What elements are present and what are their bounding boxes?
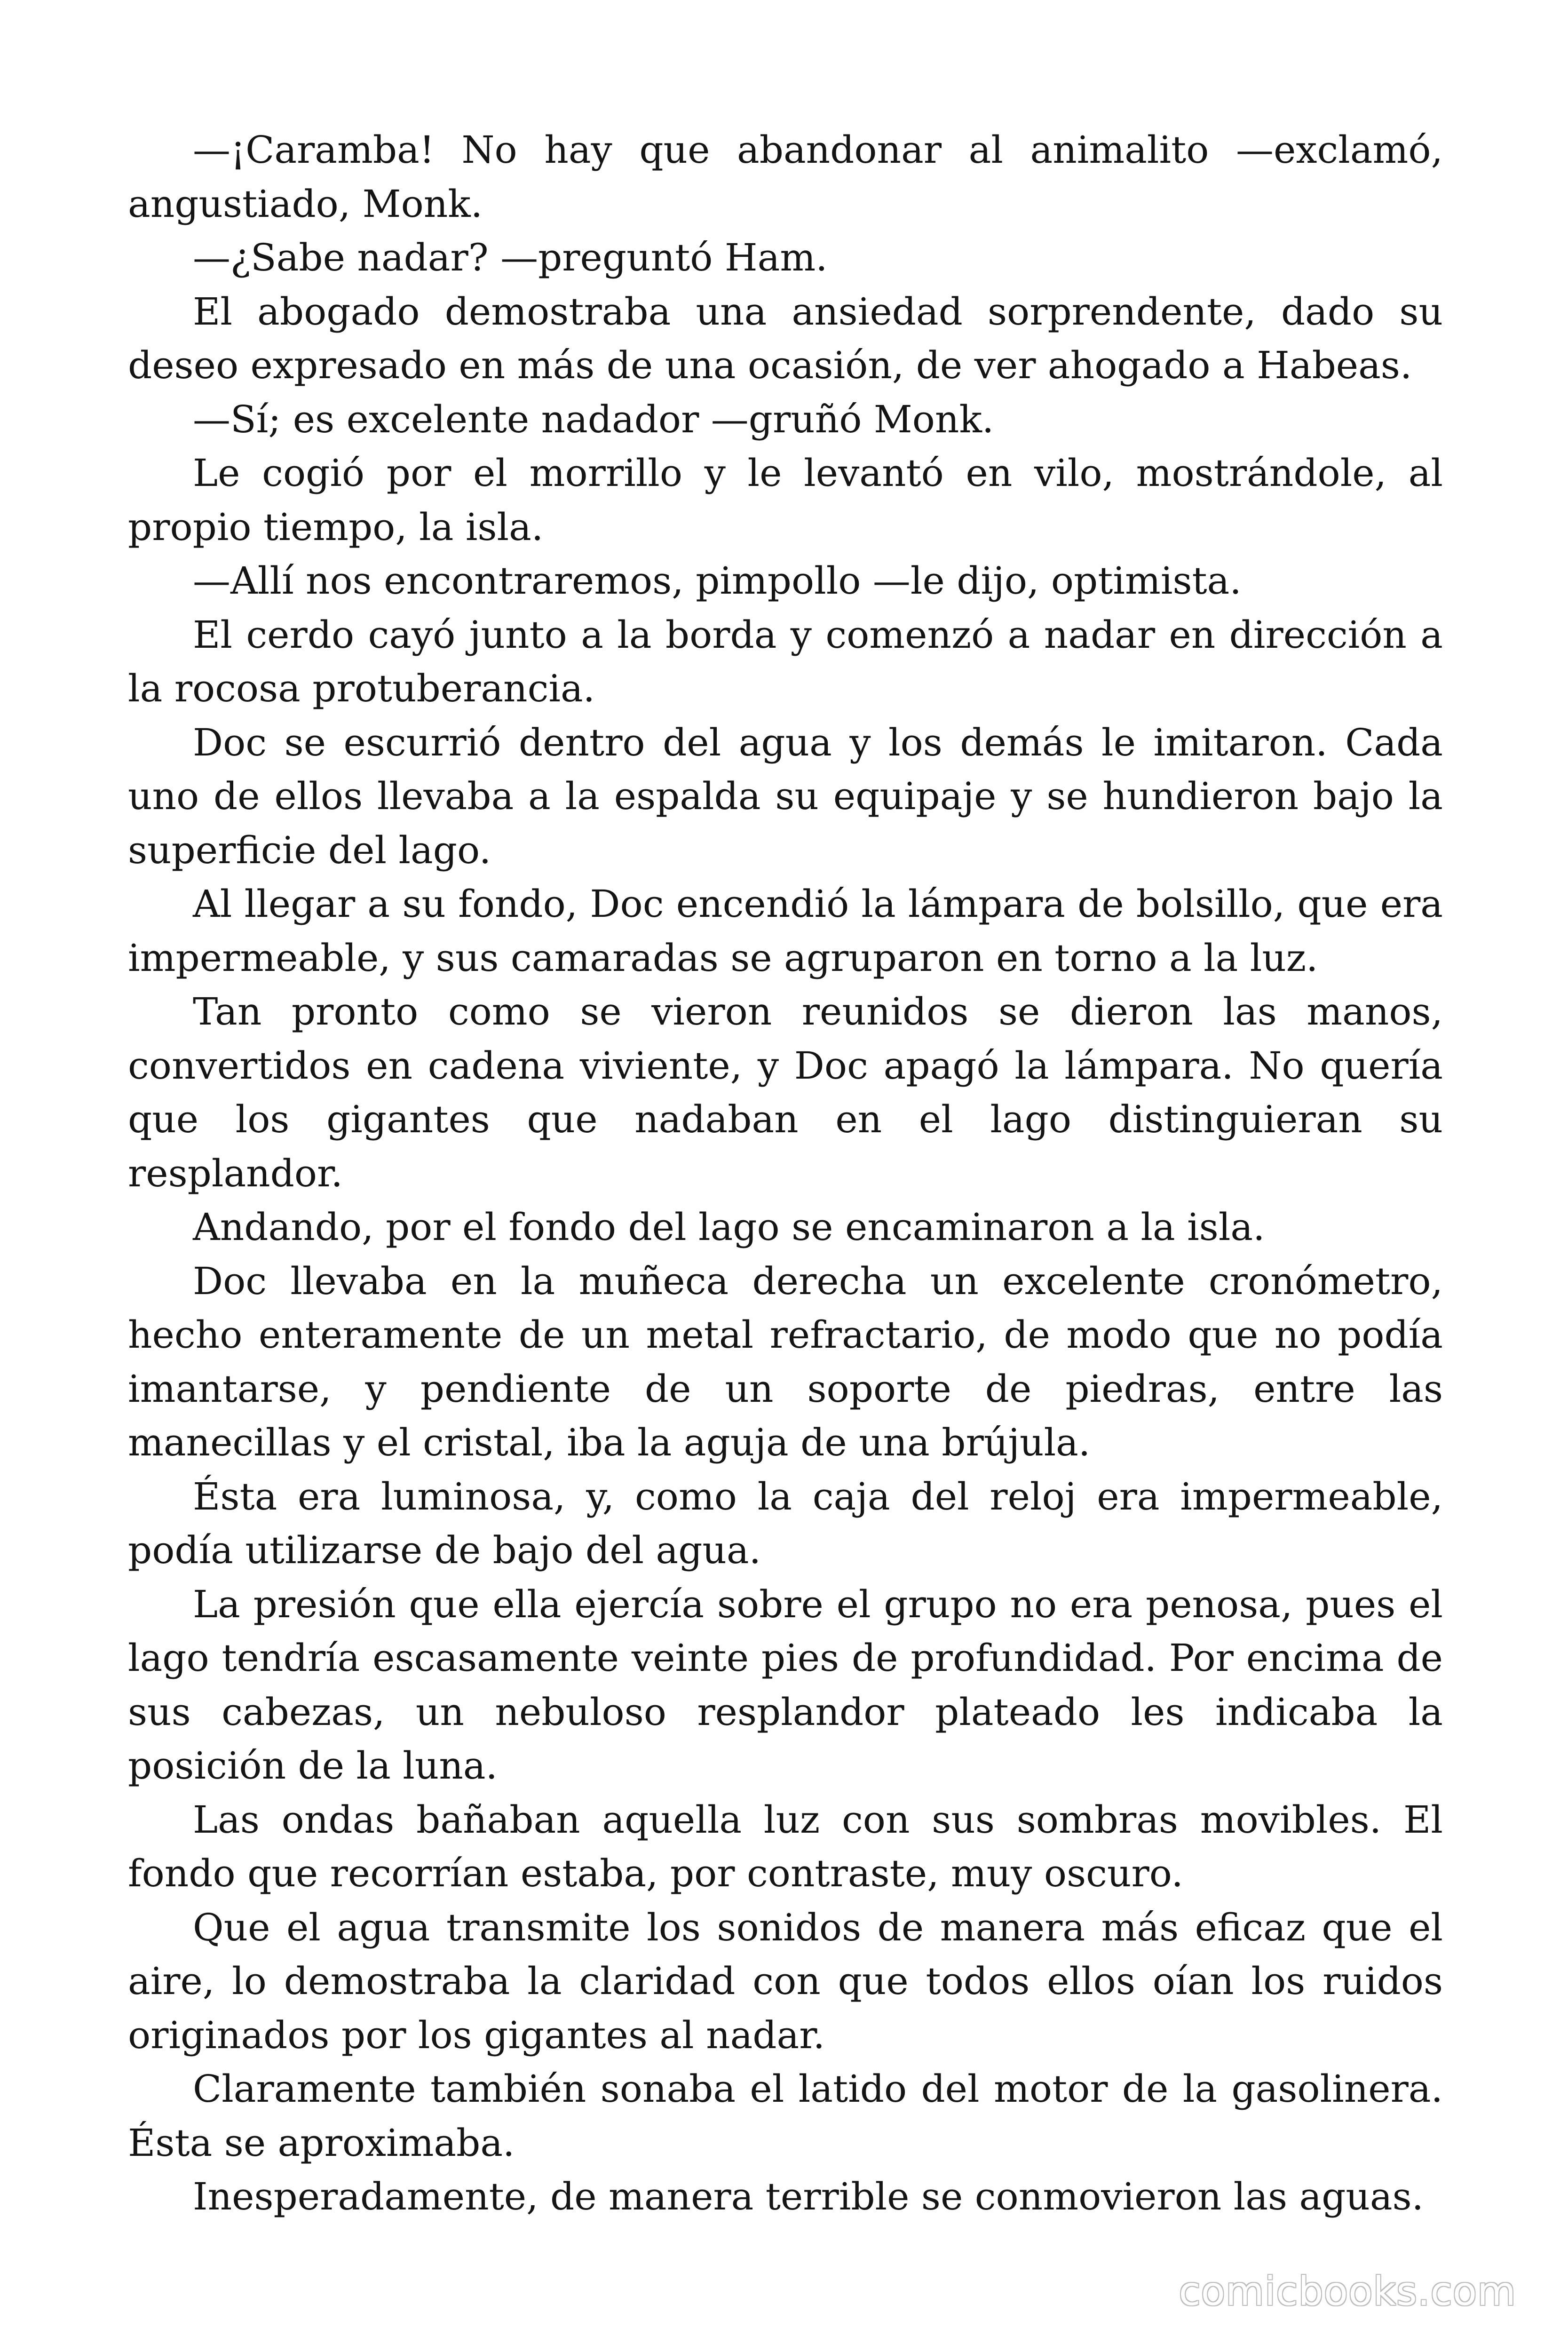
paragraph: Ésta era luminosa, y, como la caja del reloj era impermeable, podía utilizarse de bajo del agua. <box>128 1474 1443 1572</box>
paragraph: Tan pronto como se vieron reunidos se dieron las manos, convertidos en cadena viviente, y Doc apagó la lámpara. No quería que los gigantes que nadaban en el lago distinguieran su resplandor. <box>128 990 1443 1195</box>
paragraph: Inesperadamente, de manera terrible se conmovieron las aguas. <box>193 2175 1424 2218</box>
paragraph: Andando, por el fondo del lago se encaminaron a la isla. <box>193 1205 1265 1249</box>
paragraph: Doc llevaba en la muñeca derecha un excelente cronómetro, hecho enteramente de un metal refractario, de modo que no podía imantarse, y pendiente de un soporte de piedras, entre las manecillas y el cristal, iba la aguja de una brújula. <box>128 1259 1443 1464</box>
paragraph: —¡Caramba! No hay que abandonar al animalito —exclamó, angustiado, Monk. <box>128 128 1443 226</box>
paragraph: Al llegar a su fondo, Doc encendió la lámpara de bolsillo, que era impermeable, y sus camaradas se agruparon en torno a la luz. <box>128 882 1443 980</box>
paragraph: Le cogió por el morrillo y le levantó en vilo, mostrándole, al propio tiempo, la isla. <box>128 451 1443 549</box>
body-text <box>128 123 1443 2224</box>
paragraph: —¿Sabe nadar? —preguntó Ham. <box>193 236 828 279</box>
paragraph: —Allí nos encontraremos, pimpollo —le dijo, optimista. <box>193 559 1242 603</box>
paragraph: El cerdo cayó junto a la borda y comenzó a nadar en dirección a la rocosa protuberancia. <box>128 612 1443 710</box>
paragraph: La presión que ella ejercía sobre el grupo no era penosa, pues el lago tendría escasamente veinte pies de profundidad. Por encima de sus cabezas, un nebuloso resplandor plateado les indicaba la posición de la luna. <box>128 1582 1443 1788</box>
paragraph: Doc se escurrió dentro del agua y los demás le imitaron. Cada uno de ellos llevaba a la espalda su equipaje y se hundieron bajo la superficie del lago. <box>128 720 1443 872</box>
paragraph: Que el agua transmite los sonidos de manera más eficaz que el aire, lo demostraba la claridad con que todos ellos oían los ruidos originados por los gigantes al nadar. <box>128 1905 1443 2057</box>
paragraph: Las ondas bañaban aquella luz con sus sombras movibles. El fondo que recorrían estaba, por contraste, muy oscuro. <box>128 1797 1443 1895</box>
paragraph: —Sí; es excelente nadador —gruñó Monk. <box>193 397 994 441</box>
watermark: comicbooks.com <box>1179 2268 1516 2314</box>
paragraph: El abogado demostraba una ansiedad sorprendente, dado su deseo expresado en más de una ocasión, de ver ahogado a Habeas. <box>128 289 1443 387</box>
paragraph: Claramente también sonaba el latido del motor de la gasolinera. Ésta se aproximaba. <box>128 2067 1443 2165</box>
